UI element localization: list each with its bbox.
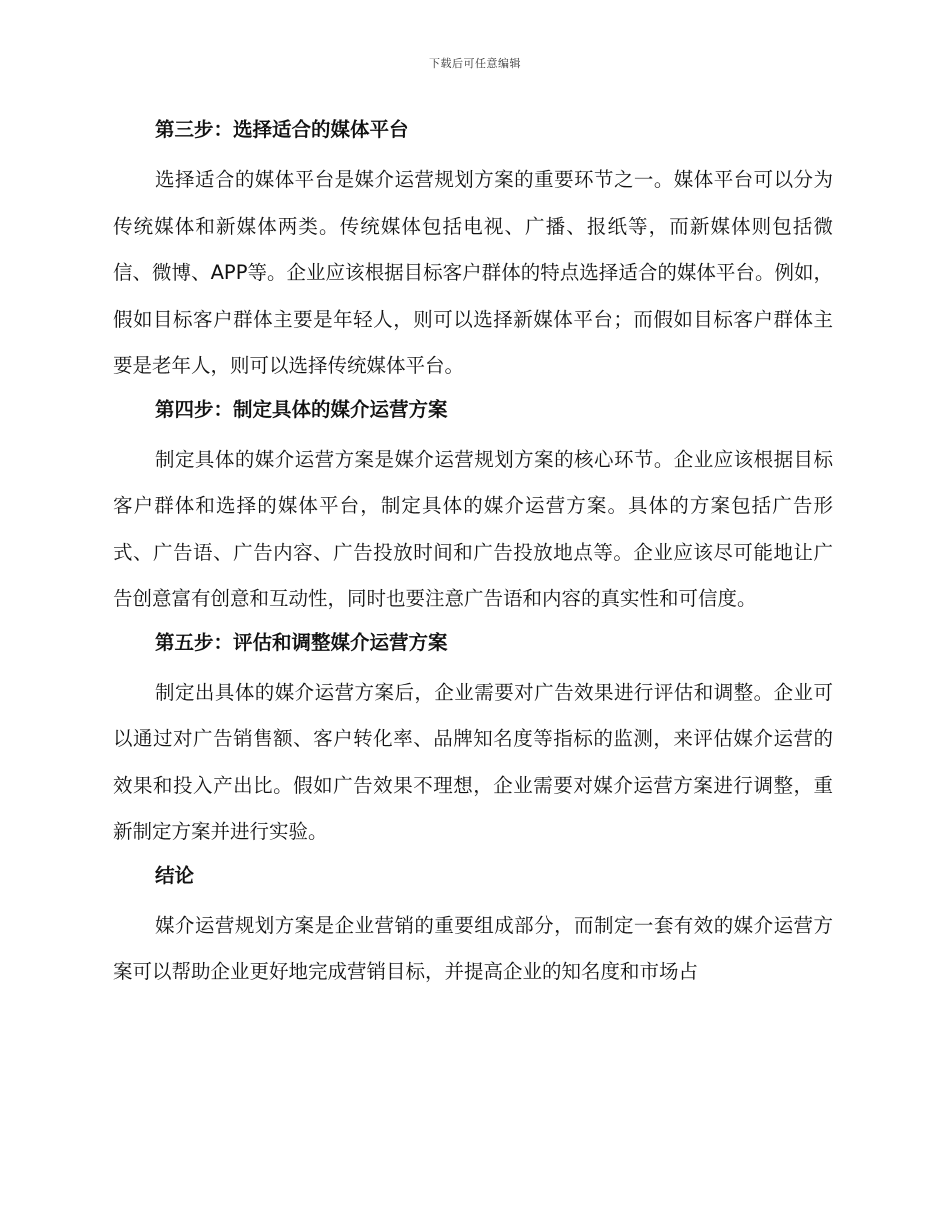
section-step-4 — [113, 392, 833, 623]
section-step-5 — [113, 625, 833, 856]
section-paragraph: 选择适合的媒体平台是媒介运营规划方案的重要环节之一。媒体平台可以分为传统媒体和新媒体两类。传统媒体包括电视、广播、报纸等，而新媒体则包括微信、微博、APP等。企业应该根据目标客户群体的特点选择适合的媒体平台。例如，假如目标客户群体主要是年轻人，则可以选择新媒体平台；而假如目标客户群体主要是老年人，则可以选择传统媒体平台。 — [113, 168, 833, 377]
section-heading: 第四步：制定具体的媒介运营方案 — [155, 397, 448, 421]
section-paragraph: 制定具体的媒介运营方案是媒介运营规划方案的核心环节。企业应该根据目标客户群体和选择的媒体平台，制定具体的媒介运营方案。具体的方案包括广告形式、广告语、广告内容、广告投放时间和广告投放地点等。企业应该尽可能地让广告创意富有创意和互动性，同时也要注意广告语和内容的真实性和可信度。 — [113, 447, 833, 610]
section-paragraph: 制定出具体的媒介运营方案后，企业需要对广告效果进行评估和调整。企业可以通过对广告销售额、客户转化率、品牌知名度等指标的监测，来评估媒介运营的效果和投入产出比。假如广告效果不理想，企业需要对媒介运营方案进行调整，重新制定方案并进行实验。 — [113, 680, 833, 843]
section-step-3 — [113, 112, 833, 390]
section-heading: 第五步：评估和调整媒介运营方案 — [155, 630, 448, 654]
document-body — [113, 112, 833, 996]
page-header: 下载后可任意编辑 — [429, 57, 521, 70]
section-heading: 结论 — [155, 863, 195, 887]
section-heading: 第三步：选择适合的媒体平台 — [155, 118, 409, 141]
section-conclusion — [113, 858, 833, 996]
section-paragraph: 媒介运营规划方案是企业营销的重要组成部分，而制定一套有效的媒介运营方案可以帮助企业更好地完成营销目标，并提高企业的知名度和市场占 — [113, 913, 833, 983]
